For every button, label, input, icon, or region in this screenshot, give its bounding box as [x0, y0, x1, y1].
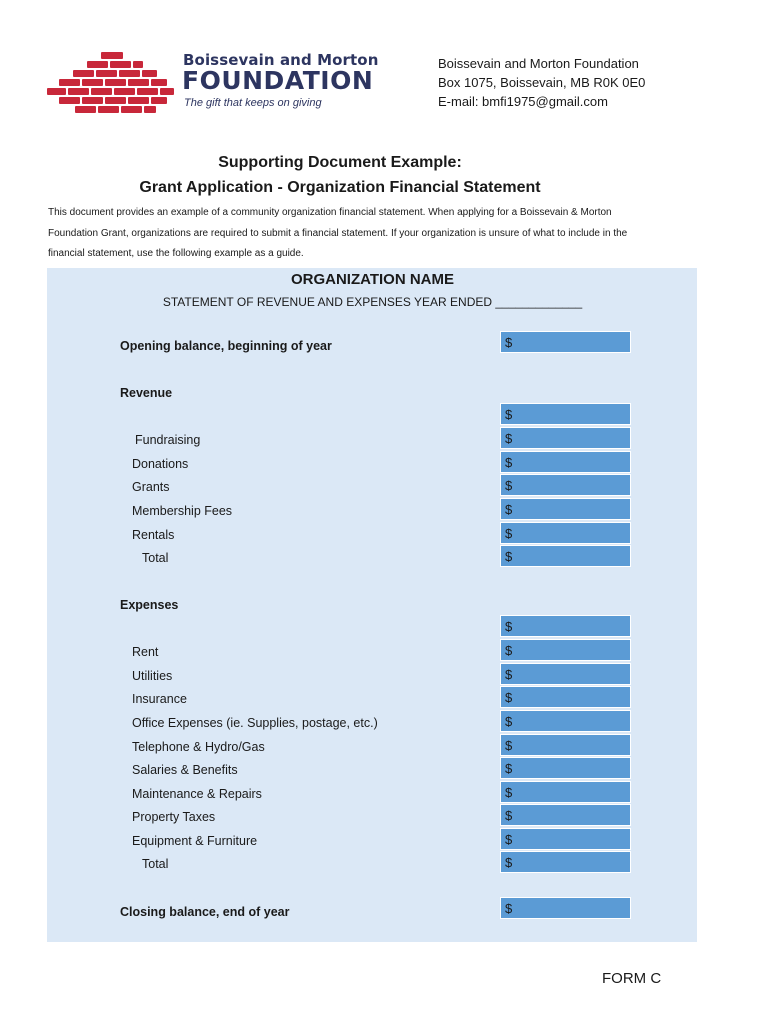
intro-line: This document provides an example of a community organization financial statement. When applying for a Boissevain & Morton — [48, 207, 612, 218]
expenses-total-label: Total — [142, 857, 169, 871]
expense-item-field[interactable]: $ — [500, 686, 631, 708]
closing-balance-field[interactable]: $ — [500, 897, 631, 919]
expense-item-label: Maintenance & Repairs — [132, 787, 262, 801]
opening-balance-label: Opening balance, beginning of year — [120, 339, 332, 353]
expense-item-field[interactable]: $ — [500, 804, 631, 826]
expenses-total-field[interactable]: $ — [500, 851, 631, 873]
contact-address — [438, 54, 645, 111]
expense-item-label: Utilities — [132, 669, 173, 683]
organization-name: ORGANIZATION NAME — [290, 271, 455, 288]
expenses-heading: Expenses — [120, 598, 179, 612]
intro-line: Foundation Grant, organizations are required to submit a financial statement. If your organization is unsure of what to include in the — [48, 227, 628, 239]
revenue-total-label: Total — [142, 551, 169, 565]
expense-item-field[interactable]: $ — [500, 781, 631, 803]
revenue-item-label: Membership Fees — [132, 504, 233, 518]
expense-item-field[interactable]: $ — [500, 828, 631, 850]
expense-item-label: Property Taxes — [132, 810, 216, 824]
logo-tagline: The gift that keeps on giving — [184, 97, 322, 109]
statement-period: STATEMENT OF REVENUE AND EXPENSES YEAR ENDED _____________ — [162, 295, 583, 309]
document-title: Supporting Document Example: — [218, 154, 462, 171]
revenue-item-field[interactable]: $ — [500, 451, 631, 473]
expense-item-field[interactable]: $ — [500, 757, 631, 779]
expense-item-field[interactable]: $ — [500, 734, 631, 756]
expense-item-label: Salaries & Benefits — [132, 763, 238, 777]
expense-item-label: Rent — [132, 645, 159, 659]
expense-item-field[interactable]: $ — [500, 710, 631, 732]
revenue-item-field[interactable]: $ — [500, 427, 631, 449]
closing-balance-label: Closing balance, end of year — [120, 905, 290, 919]
intro-paragraph — [48, 203, 668, 265]
revenue-item-label: Rentals — [132, 528, 175, 542]
revenue-total-field[interactable]: $ — [500, 545, 631, 567]
expense-item-label: Equipment & Furniture — [132, 834, 258, 848]
revenue-item-field[interactable]: $ — [500, 522, 631, 544]
address-line: Box 1075, Boissevain, MB R0K 0E0 — [438, 75, 646, 90]
document-subtitle: Grant Application - Organization Financial Statement — [139, 179, 541, 196]
logo-foundation-word: FOUNDATION — [182, 66, 374, 95]
foundation-logo — [45, 50, 390, 116]
revenue-item-label: Donations — [132, 457, 189, 471]
revenue-item-field[interactable]: $ — [500, 474, 631, 496]
logo-name-line: Boissevain and Morton — [183, 51, 379, 69]
expense-item-field[interactable]: $ — [500, 639, 631, 661]
revenue-item-label: Grants — [132, 480, 170, 494]
expense-item-field[interactable]: $ — [500, 663, 631, 685]
revenue-heading: Revenue — [120, 386, 173, 400]
expense-item-label: Office Expenses (ie. Supplies, postage, etc.) — [132, 716, 378, 730]
expense-item-label: Telephone & Hydro/Gas — [132, 740, 265, 754]
revenue-item-field[interactable]: $ — [500, 498, 631, 520]
brick-pyramid-icon — [45, 50, 180, 116]
revenue-field[interactable]: $ — [500, 403, 631, 425]
expenses-field[interactable]: $ — [500, 615, 631, 637]
intro-line: financial statement, use the following example as a guide. — [48, 248, 304, 259]
form-label: FORM C — [602, 970, 662, 987]
address-line: Boissevain and Morton Foundation — [438, 56, 639, 71]
opening-balance-field[interactable]: $ — [500, 331, 631, 353]
email-line: E-mail: bmfi1975@gmail.com — [438, 94, 608, 109]
revenue-item-label: Fundraising — [135, 433, 201, 447]
expense-item-label: Insurance — [132, 692, 187, 706]
